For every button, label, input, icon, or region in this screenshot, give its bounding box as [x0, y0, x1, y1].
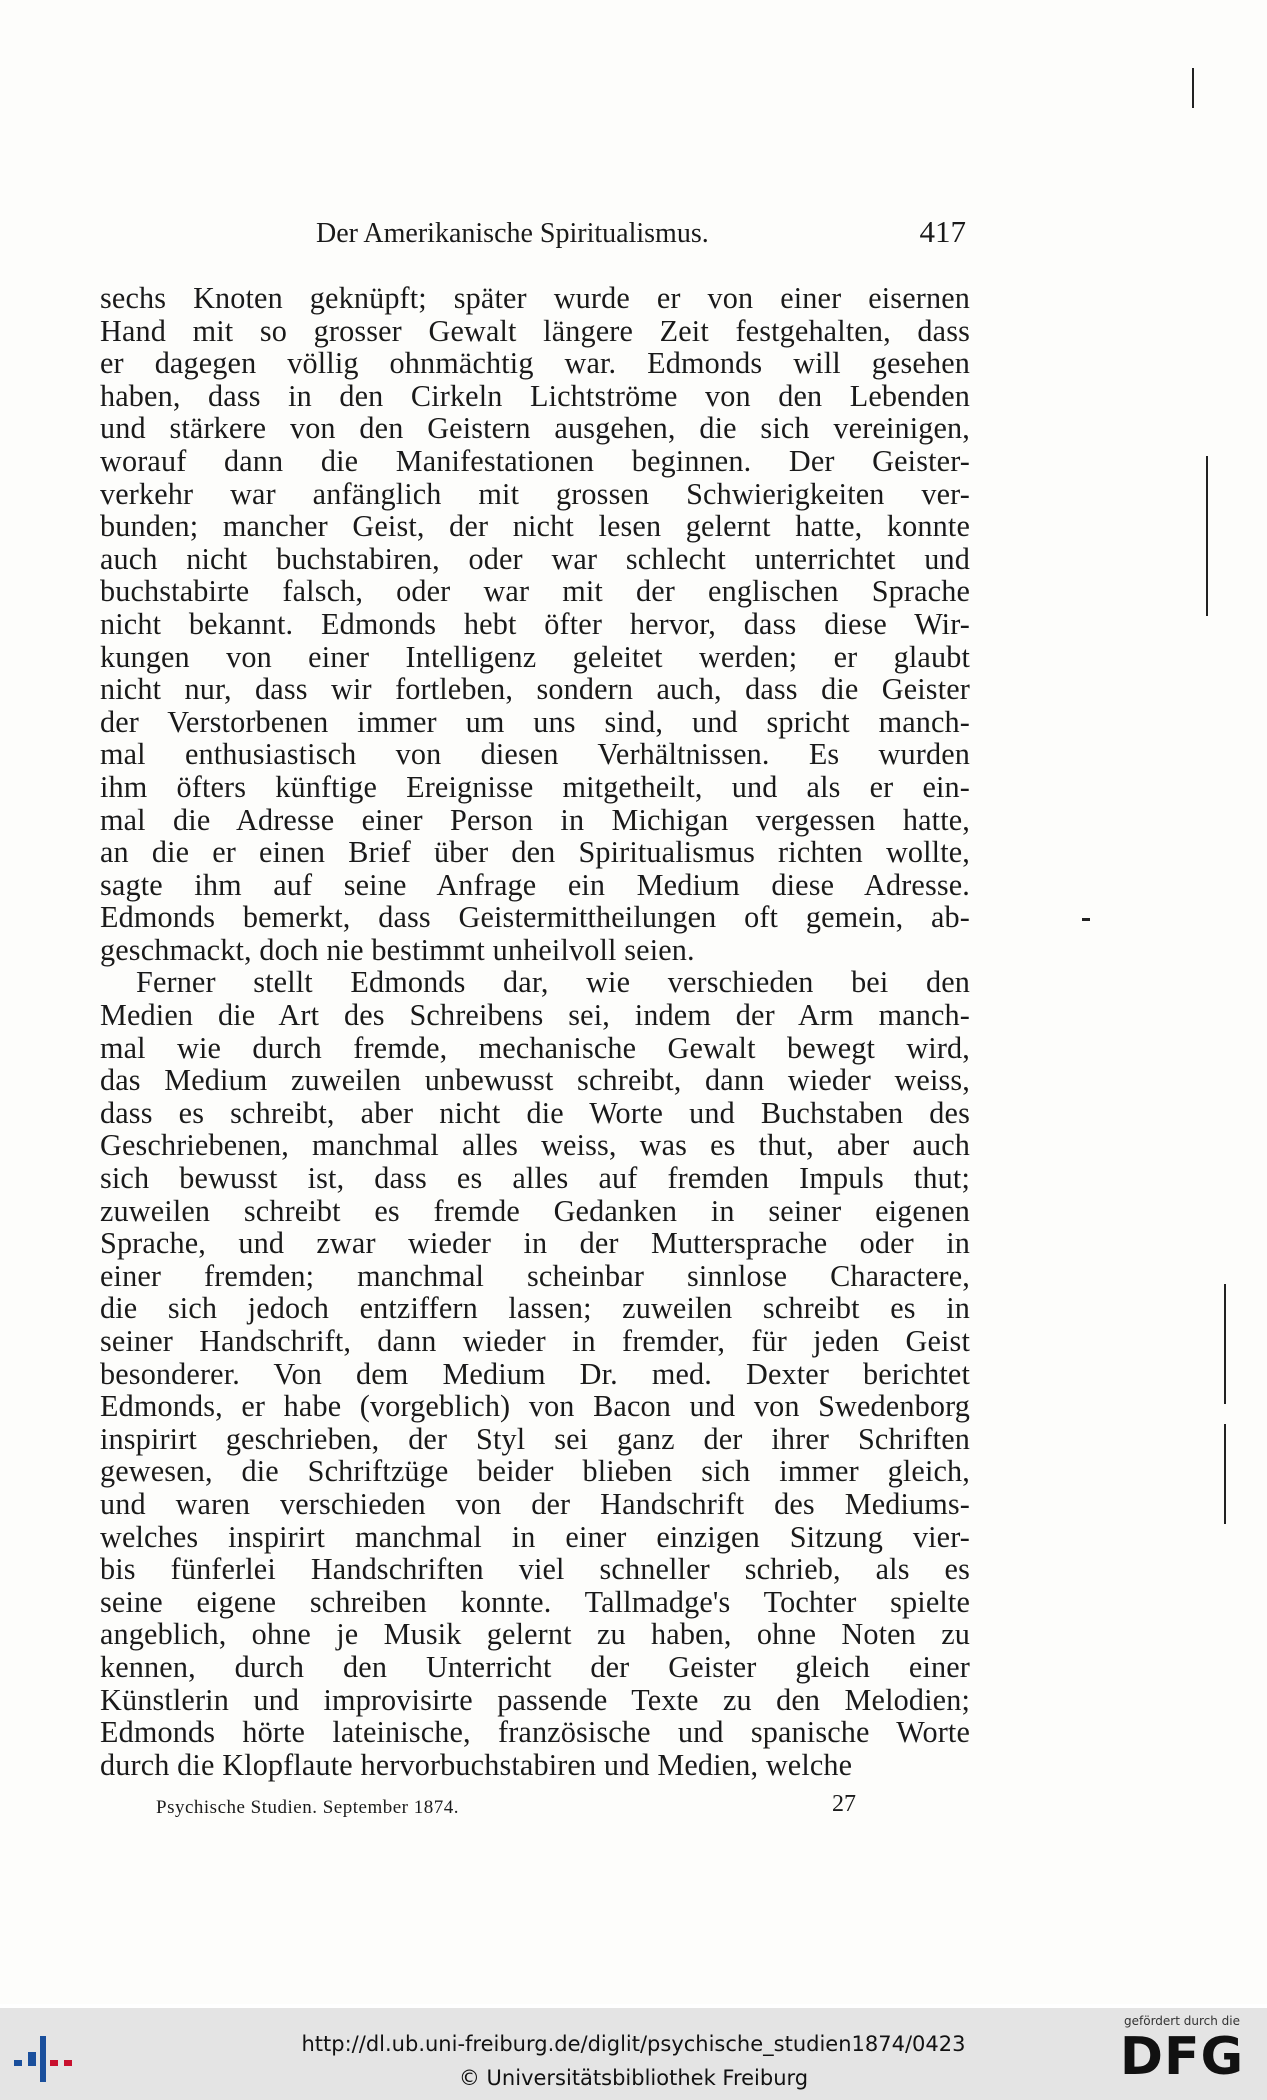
- text-line: an die er einen Brief über den Spiritualismus richten wollte,: [100, 835, 970, 870]
- text-line: der Verstorbenen immer um uns sind, und spricht manch-: [100, 704, 970, 739]
- text-line: kungen von einer Intelligenz geleitet werden; er glaubt: [100, 639, 970, 674]
- text-line: Edmonds, er habe (vorgeblich) von Bacon und von Swedenborg: [100, 1389, 970, 1424]
- text-line: kennen, durch den Unterricht der Geister gleich einer: [100, 1649, 970, 1684]
- running-title: Der Amerikanische Spiritualismus.: [316, 218, 709, 249]
- dfg-wordmark: DFG: [1119, 2027, 1245, 2087]
- text-line: und waren verschieden von der Handschrift des Mediums-: [100, 1486, 970, 1521]
- text-line: geschmackt, doch nie bestimmt unheilvoll seien.: [100, 932, 695, 967]
- text-line: angeblich, ohne je Musik gelernt zu haben, ohne Noten zu: [100, 1617, 970, 1652]
- text-line: haben, dass in den Cirkeln Lichtströme von den Lebenden: [100, 378, 970, 413]
- text-line: worauf dann die Manifestationen beginnen. Der Geister-: [100, 443, 970, 478]
- text-line: Medien die Art des Schreibens sei, indem der Arm manch-: [100, 998, 970, 1033]
- text-line: gewesen, die Schriftzüge beider blieben sich immer gleich,: [100, 1454, 970, 1489]
- text-line: er dagegen völlig ohnmächtig war. Edmonds will gesehen: [100, 346, 970, 381]
- page-footer: [156, 1791, 856, 1825]
- text-line: mal wie durch fremde, mechanische Gewalt bewegt wird,: [100, 1030, 970, 1065]
- text-line: auch nicht buchstabiren, oder war schlecht unterrichtet und: [100, 541, 970, 576]
- journal-signature: Psychische Studien. September 1874.: [156, 1797, 459, 1818]
- dfg-logo: [1107, 2014, 1257, 2094]
- text-line: seine eigene schreiben konnte. Tallmadge's Tochter spielte: [100, 1584, 970, 1619]
- text-line: und stärkere von den Geistern ausgehen, die sich vereinigen,: [100, 411, 970, 446]
- sheet-signature: 27: [832, 1791, 856, 1817]
- running-header: [316, 214, 966, 254]
- margin-mark: [1224, 1284, 1226, 1404]
- text-line: bunden; mancher Geist, der nicht lesen gelernt hatte, konnte: [100, 509, 970, 544]
- text-line: Ferner stellt Edmonds dar, wie verschieden bei den: [136, 965, 970, 1000]
- text-line: welches inspirirt manchmal in einer einzigen Sitzung vier-: [100, 1519, 970, 1554]
- text-line: Hand mit so grosser Gewalt längere Zeit festgehalten, dass: [100, 313, 970, 348]
- text-line: Edmonds hörte lateinische, französische und spanische Worte: [100, 1715, 970, 1750]
- text-line: nicht bekannt. Edmonds hebt öfter hervor, dass diese Wir-: [100, 606, 970, 641]
- text-line: Künstlerin und improvisirte passende Texte zu den Melodien;: [100, 1682, 970, 1717]
- text-line: sechs Knoten geknüpft; später wurde er von einer eisernen: [100, 281, 970, 315]
- text-line: verkehr war anfänglich mit grossen Schwierigkeiten ver-: [100, 476, 970, 511]
- text-line: sagte ihm auf seine Anfrage ein Medium diese Adresse.: [100, 867, 970, 902]
- margin-mark: [1224, 1424, 1226, 1524]
- text-line: einer fremden; manchmal scheinbar sinnlose Charactere,: [100, 1258, 970, 1293]
- page-number: 417: [919, 214, 966, 249]
- text-line: bis fünferlei Handschriften viel schneller schrieb, als es: [100, 1552, 970, 1587]
- text-line: sich bewusst ist, dass es alles auf fremden Impuls thut;: [100, 1161, 970, 1196]
- body-text: [100, 282, 970, 1781]
- text-line: dass es schreibt, aber nicht die Worte und Buchstaben des: [100, 1095, 970, 1130]
- viewer-footer-bar: [0, 2008, 1267, 2100]
- text-line: seiner Handschrift, dann wieder in fremder, für jeden Geist: [100, 1324, 970, 1358]
- text-line: besonderer. Von dem Medium Dr. med. Dexter berichtet: [100, 1356, 970, 1391]
- text-line: das Medium zuweilen unbewusst schreibt, dann wieder weiss,: [100, 1063, 970, 1098]
- text-line: die sich jedoch entziffern lassen; zuweilen schreibt es in: [100, 1291, 970, 1326]
- margin-mark: [1206, 456, 1208, 616]
- text-line: Geschriebenen, manchmal alles weiss, was es thut, aber auch: [100, 1128, 970, 1163]
- text-line: buchstabirte falsch, oder war mit der englischen Sprache: [100, 574, 970, 609]
- text-line: zuweilen schreibt es fremde Gedanken in seiner eigenen: [100, 1193, 970, 1228]
- text-line: mal enthusiastisch von diesen Verhältnissen. Es wurden: [100, 737, 970, 772]
- copyright-notice: © Universitätsbibliothek Freiburg: [458, 2066, 809, 2090]
- text-line: ihm öfters künftige Ereignisse mitgetheilt, und als er ein-: [100, 769, 970, 804]
- permalink-url[interactable]: http://dl.ub.uni-freiburg.de/diglit/psychische_studien1874/0423: [301, 2032, 966, 2056]
- text-line: nicht nur, dass wir fortleben, sondern auch, dass die Geister: [100, 672, 970, 707]
- text-line: Sprache, und zwar wieder in der Muttersprache oder in: [100, 1226, 970, 1261]
- margin-mark: [1192, 68, 1194, 108]
- margin-mark: [1082, 918, 1090, 921]
- text-line: durch die Klopflaute hervorbuchstabiren und Medien, welche: [100, 1747, 853, 1782]
- dfg-caption: gefördert durch die: [1124, 2014, 1240, 2028]
- text-line: Edmonds bemerkt, dass Geistermittheilungen oft gemein, ab-: [100, 900, 970, 935]
- text-line: inspirirt geschrieben, der Styl sei ganz der ihrer Schriften: [100, 1421, 970, 1456]
- text-line: mal die Adresse einer Person in Michigan vergessen hatte,: [100, 802, 970, 837]
